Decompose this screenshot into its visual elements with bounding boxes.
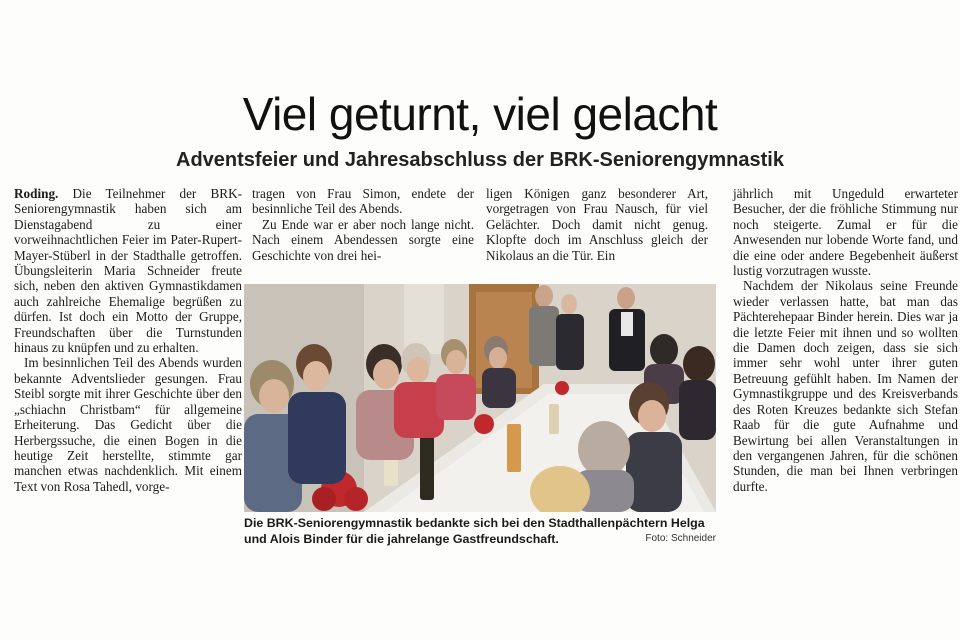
article-paragraph: jährlich mit Ungeduld erwarteter Besucher, der die fröhliche Stimmung nur noch steigerte. Zumal er für die Anwesenden nur lobende Worte fand, und die eine oder andere Begebenheit äußerst lustig vorzutragen wusste. <box>733 186 958 279</box>
photo-credit: Foto: Schneider <box>645 533 716 544</box>
photo-caption <box>244 515 716 547</box>
article-paragraph: Zu Ende war er aber noch lange nicht. Nach einem Abendessen sorgte eine Geschichte von drei hei- <box>252 216 474 263</box>
article-column-1 <box>14 186 242 546</box>
dateline: Roding. <box>14 186 59 201</box>
article-column-2 <box>252 186 474 278</box>
article-photo <box>244 284 716 512</box>
article-column-3 <box>486 186 708 278</box>
article-paragraph: ligen Königen ganz besonderer Art, vorgetragen von Frau Nausch, für viel Gelächter. Doch damit nicht genug. Klopfte doch im Anschluss gleich der Nikolaus an die Tür. Ein <box>486 186 708 263</box>
article-column-4 <box>733 186 958 546</box>
article-paragraph: tragen von Frau Simon, endete der besinnliche Teil des Abends. <box>252 186 474 217</box>
article-paragraph: Im besinnlichen Teil des Abends wurden bekannte Adventslieder gesungen. Frau Steibl sorgte mit ihrer Geschichte über den „schiachn Christbam“ für allgemeine Erheiterung. Das Gedicht über die Herbergssuche, die einen Bogen in die heutige Zeit herstellte, stimmte gar manchen etwas nachdenklich. Mit einem Text von Rosa Tahedl, vorge- <box>14 355 242 494</box>
headline: Viel geturnt, viel gelacht <box>242 88 718 140</box>
paragraph-text: Die Teilnehmer der BRK-Seniorengymnastik haben sich am Dienstagabend zu einer vorweihnachtlichen Feier im Pater-Rupert-Mayer-Stüberl in der Stadthalle getroffen. Übungsleiterin Maria Schneider freute sich, neben den aktiven Gymnastikdamen auch zahlreiche Ehemalige begrüßen zu dürfen. Ist doch ein Motto der Gruppe, Freundschaften über die Turnstunden hinaus zu knüpfen und zu erhalten. <box>14 186 242 356</box>
article-paragraph <box>14 186 242 355</box>
caption-text: Die BRK-Seniorengymnastik bedankte sich bei den Stadthallenpächtern Helga und Alois Binder für die jahrelange Gastfreundschaft. <box>244 516 705 546</box>
article-paragraph: Nachdem der Nikolaus seine Freunde wieder verlassen hatte, bat man das Pächterehepaar Binder herein. Dies war ja die letzte Feier mit ihnen und so wollten die Damen doch zeigen, dass sie sich immer sehr wohl unter ihrer guten Betreuung gefühlt haben. Im Namen der Gymnastikgruppe und des Kreisverbands des Roten Kreuzes bedankte sich Stefan Raab für die gute Aufnahme und Bewirtung bei allen Veranstaltungen in den vergangenen Jahren, für die schönen Stunden, die man bei Ihnen verbringen durfte. <box>733 278 958 494</box>
photo-illustration <box>244 284 716 512</box>
subheadline: Adventsfeier und Jahresabschluss der BRK-Seniorengymnastik <box>176 149 784 171</box>
